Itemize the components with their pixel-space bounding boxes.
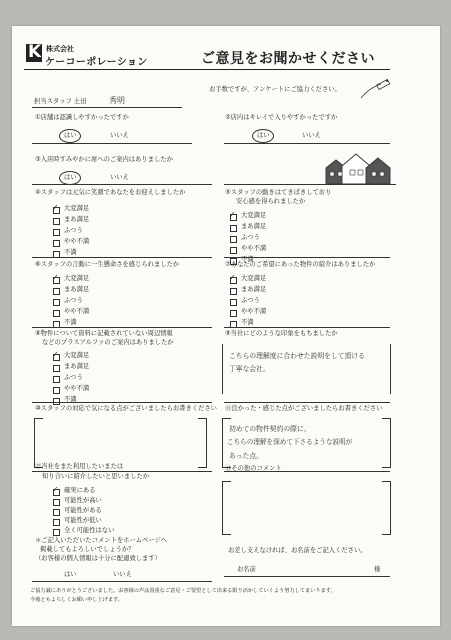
page-title: ご意見をお聞かせください [201, 51, 375, 67]
survey-sheet [12, 26, 440, 626]
q2-yes-circle [252, 129, 274, 143]
q6-option-1-label: 大変満足 [64, 275, 90, 282]
q12-option-1-label: 確実にある [64, 487, 96, 494]
q7-option-5-label: 不満 [241, 319, 254, 326]
hp-yes[interactable]: はい [64, 571, 77, 578]
q4-checkmark-icon: ✓ [52, 203, 59, 212]
q11-answer-line3: あった点。 [229, 452, 263, 460]
q13-answer-box[interactable] [222, 481, 231, 535]
q6-checkmark-icon: ✓ [52, 273, 59, 282]
q9-text: ⑨当社にどのような印象をもちましたか [225, 330, 338, 337]
q4-option-1-label: 大変満足 [64, 205, 90, 212]
q11-text: ⑪良かった・感じた点がございましたらお書きください [225, 405, 383, 412]
q8-checkmark-icon: ✓ [52, 350, 59, 359]
q3-line [32, 184, 212, 185]
q5-option-2-label: まあ満足 [241, 223, 267, 230]
q6-top-line [32, 257, 212, 258]
q5-text: ⑤スタッフの動きはてきぱきしており [225, 189, 332, 196]
q3-no[interactable]: いいえ [110, 174, 129, 181]
q12-option-5-label: 全く可能性はない [64, 527, 115, 534]
q12-top-line [32, 471, 212, 472]
q1-no[interactable]: いいえ [110, 132, 129, 139]
q6-option-2-label: まあ満足 [64, 286, 90, 293]
q7-option-2-label: まあ満足 [241, 286, 267, 293]
q9-answer-line2: 丁寧な会社。 [229, 365, 270, 373]
q12-option-4-label: 可能性が低い [64, 517, 102, 524]
q6-option-3-label: ふつう [64, 297, 83, 304]
hp-text2: 掲載してもよろしいでしょうか？ [40, 546, 135, 553]
q5-checkmark-icon: ✓ [229, 210, 236, 219]
q2-text: ②店内はキレイで入りやすかったですか [225, 114, 338, 121]
company-name: ケーコーポレーション [45, 57, 148, 68]
q1-yes-circle [59, 129, 81, 143]
q12-option-3-label: 可能性がある [64, 507, 102, 514]
q12-text: ⑫当社をまた利用したいまたは [35, 463, 124, 470]
q4-option-2-label: まあ満足 [64, 216, 90, 223]
q8-option-4-label: やや不満 [64, 385, 90, 392]
q8-text: ⑧物件について資料に記載されていない周辺情報 [35, 330, 173, 337]
houses-icon [324, 150, 396, 186]
q11-answer-box-right [382, 418, 391, 468]
company-kabushiki: 株式会社 [46, 45, 74, 53]
q11-answer-line2: こちらの理解を深めて下さるような説明が [227, 438, 353, 446]
q5-text2: 安心感を得られましたか [236, 198, 306, 205]
q7-text: ⑦あなたのご希望にあった物件の紹介はありましたか [225, 261, 376, 268]
q12-text2: 知り合いに紹介したいと思いましたか [42, 473, 150, 480]
q5-option-3-label: ふつう [241, 234, 260, 241]
staff-line [32, 107, 182, 108]
q9-answer-line1: こちらの理解度に合わせた説明をして頂ける [229, 352, 365, 360]
signature-name-label: お名前 [237, 566, 256, 573]
q8-option-5-label: 不満 [64, 396, 77, 403]
hp-line [32, 581, 212, 582]
q1-line [32, 143, 192, 144]
q7-option-1-label: 大変満足 [241, 275, 267, 282]
q10-text: ⑩スタッフの対応で気になる点がございましたらお書きください [35, 405, 217, 412]
q8-option-2-label: まあ満足 [64, 363, 90, 370]
intro-text: お手数ですが、アンケートにご協力ください。 [209, 86, 341, 93]
q1-text: ①店舗は認識しやすかったですか [35, 114, 129, 121]
q4-option-5-label: 不満 [64, 249, 77, 256]
q7-option-3-label: ふつう [241, 297, 260, 304]
signature-note: お差し支えなければ、お名前をご記入ください。 [228, 547, 367, 554]
hp-text3: （お客様の個人情報は十分に配慮致します） [35, 555, 161, 562]
q7-checkmark-icon: ✓ [229, 273, 236, 282]
signature-name-field[interactable] [224, 576, 390, 577]
q8-option-1-label: 大変満足 [64, 352, 90, 359]
pen-icon [357, 78, 393, 102]
q2-line [224, 143, 390, 144]
signature-sama: 様 [374, 566, 381, 573]
q8-top-line [32, 327, 212, 328]
header-rule [24, 69, 390, 70]
q3-text: ③入店時すみやかに席へのご案内はありましたか [35, 156, 173, 163]
hp-no[interactable]: いいえ [113, 571, 132, 578]
q13-answer-box-right [382, 481, 391, 535]
q7-option-4-label: やや不満 [241, 308, 267, 315]
q13-text: ⑬その他のコメント [225, 465, 282, 472]
q9-answer-box-right [382, 344, 391, 394]
q2-bottom-line [224, 184, 390, 185]
logo-letter: K [28, 42, 42, 62]
q10-answer-box-right [198, 418, 207, 468]
q4-text: ④スタッフは元気に笑顔であなたをお迎えしましたか [35, 189, 186, 196]
q8-text2: などのプラスアルファのご案内はありましたか [42, 339, 174, 346]
footer-line2: 今後ともよろしくお願い申し上げます。 [30, 597, 123, 603]
q12-option-2-label: 可能性が高い [64, 497, 102, 504]
q4-option-4-label: やや不満 [64, 238, 90, 245]
q4-option-3-label: ふつう [64, 227, 83, 234]
q6-text: ⑥スタッフの言動に一生懸命さを感じられましたか [35, 261, 180, 268]
q1-yes[interactable]: はい [64, 132, 77, 139]
q5-option-4-label: やや不満 [241, 245, 267, 252]
q7-top-line [224, 257, 390, 258]
staff-label: 担当スタッフ 土田 [34, 98, 87, 105]
q8-option-3-label: ふつう [64, 374, 83, 381]
q6-option-4-label: やや不満 [64, 308, 90, 315]
q5-option-1-label: 大変満足 [241, 212, 267, 219]
q12-checkmark-icon: ✓ [52, 485, 59, 494]
hp-text1: ＊ご記入いただいたコメントをホームページへ [35, 537, 168, 544]
q11-answer-line1: 初めての物件契約の際に、 [229, 425, 311, 433]
q10-answer-box[interactable] [34, 418, 43, 468]
q5-option-5-label: 不満 [241, 256, 254, 263]
staff-handwritten: 秀明 [109, 96, 125, 105]
q10-top-line [32, 402, 212, 403]
q2-no[interactable]: いいえ [302, 132, 321, 139]
q6-option-5-label: 不満 [64, 319, 77, 326]
q9-top-line [224, 327, 390, 328]
q3-yes[interactable]: はい [64, 174, 77, 181]
q2-yes[interactable]: はい [257, 132, 270, 139]
footer-line1: ご協力誠にありがとうございました。お客様の声は貴重なご意見・ご要望として出来る限り活かしていくよう努力してまいります。 [30, 588, 336, 594]
company-logo [26, 44, 42, 62]
q11-top-line [224, 402, 390, 403]
q3-yes-circle [59, 171, 81, 185]
